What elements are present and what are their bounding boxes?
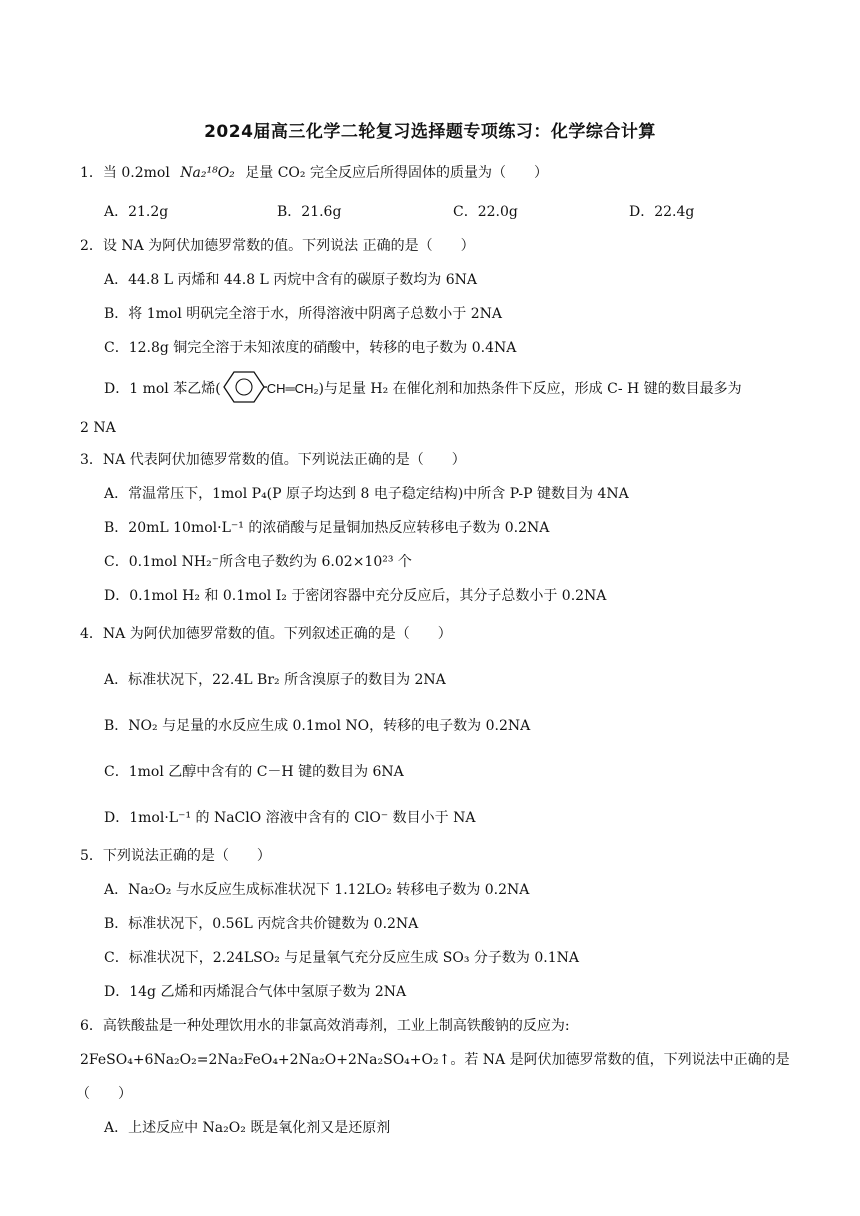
q5-option-a: A．Na₂O₂ 与水反应生成标准状况下 1.12LO₂ 转移电子数为 0.2NA bbox=[104, 882, 530, 898]
q1-option-c: C．22.0g bbox=[453, 204, 518, 220]
q6-answer-paren: （ ） bbox=[76, 1086, 132, 1102]
q5-option-d: D．14g 乙烯和丙烯混合气体中氢原子数为 2NA bbox=[104, 984, 407, 1000]
q1-option-d: D．22.4g bbox=[629, 204, 695, 220]
q1-formula: Na₂¹⁸O₂ bbox=[180, 165, 235, 181]
page-title: 2024届高三化学二轮复习选择题专项练习：化学综合计算 bbox=[204, 122, 656, 142]
q2-d-part-b: )与足量 H₂ 在催化剂和加热条件下反应，形成 C- H 键的数目最多为 bbox=[318, 381, 742, 397]
q1-stem-part-a: 1．当 0.2mol bbox=[80, 165, 170, 181]
q2-option-d-continued: 2 NA bbox=[80, 420, 116, 436]
question-1-stem bbox=[80, 163, 548, 183]
q2-vinyl-group: CH═CH₂ bbox=[266, 381, 319, 396]
q1-option-b: B．21.6g bbox=[277, 204, 342, 220]
q2-option-a: A．44.8 L 丙烯和 44.8 L 丙烷中含有的碳原子数均为 6NA bbox=[104, 272, 478, 288]
q4-option-b: B．NO₂ 与足量的水反应生成 0.1mol NO，转移的电子数为 0.2NA bbox=[104, 718, 531, 734]
q4-option-d: D．1mol·L⁻¹ 的 NaClO 溶液中含有的 ClO⁻ 数目小于 NA bbox=[104, 810, 476, 826]
q2-option-b: B．将 1mol 明矾完全溶于水，所得溶液中阴离子总数小于 2NA bbox=[104, 306, 502, 322]
question-3-stem: 3．NA 代表阿伏加德罗常数的值。下列说法正确的是（ ） bbox=[80, 452, 466, 468]
q3-option-d: D．0.1mol H₂ 和 0.1mol I₂ 于密闭容器中充分反应后，其分子总数小于 0.2NA bbox=[104, 588, 607, 604]
benzene-ring-structure bbox=[221, 370, 267, 404]
q4-option-c: C．1mol 乙醇中含有的 C－H 键的数目为 6NA bbox=[104, 764, 404, 780]
q1-option-a: A．21.2g bbox=[104, 204, 169, 220]
question-2-stem: 2．设 NA 为阿伏加德罗常数的值。下列说法 正确的是（ ） bbox=[80, 238, 475, 254]
q1-stem-part-b: 足量 CO₂ 完全反应后所得固体的质量为（ ） bbox=[245, 165, 548, 181]
q2-option-c: C．12.8g 铜完全溶于未知浓度的硝酸中，转移的电子数为 0.4NA bbox=[104, 340, 517, 356]
question-4-stem: 4．NA 为阿伏加德罗常数的值。下列叙述正确的是（ ） bbox=[80, 626, 452, 642]
question-6-stem: 6．高铁酸盐是一种处理饮用水的非氯高效消毒剂，工业上制高铁酸钠的反应为: bbox=[80, 1018, 570, 1034]
q5-option-c: C．标准状况下，2.24LSO₂ 与足量氧气充分反应生成 SO₃ 分子数为 0.1NA bbox=[104, 950, 579, 966]
q6-option-a: A．上述反应中 Na₂O₂ 既是氧化剂又是还原剂 bbox=[104, 1120, 391, 1136]
q2-option-d bbox=[104, 374, 742, 404]
question-5-stem: 5．下列说法正确的是（ ） bbox=[80, 848, 271, 864]
q3-option-b: B．20mL 10mol·L⁻¹ 的浓硝酸与足量铜加热反应转移电子数为 0.2NA bbox=[104, 520, 550, 536]
q6-equation: 2FeSO₄+6Na₂O₂=2Na₂FeO₄+2Na₂O+2Na₂SO₄+O₂↑。若 NA 是阿伏加德罗常数的值，下列说法中正确的是 bbox=[80, 1052, 790, 1068]
q2-d-part-a: D．1 mol 苯乙烯( bbox=[104, 381, 221, 397]
q3-option-a: A．常温常压下，1mol P₄(P 原子均达到 8 电子稳定结构)中所含 P-P 键数目为 4NA bbox=[104, 486, 629, 502]
q5-option-b: B．标准状况下，0.56L 丙烷含共价键数为 0.2NA bbox=[104, 916, 419, 932]
q4-option-a: A．标准状况下，22.4L Br₂ 所含溴原子的数目为 2NA bbox=[104, 672, 446, 688]
q3-option-c: C．0.1mol NH₂⁻所含电子数约为 6.02×10²³ 个 bbox=[104, 554, 412, 570]
